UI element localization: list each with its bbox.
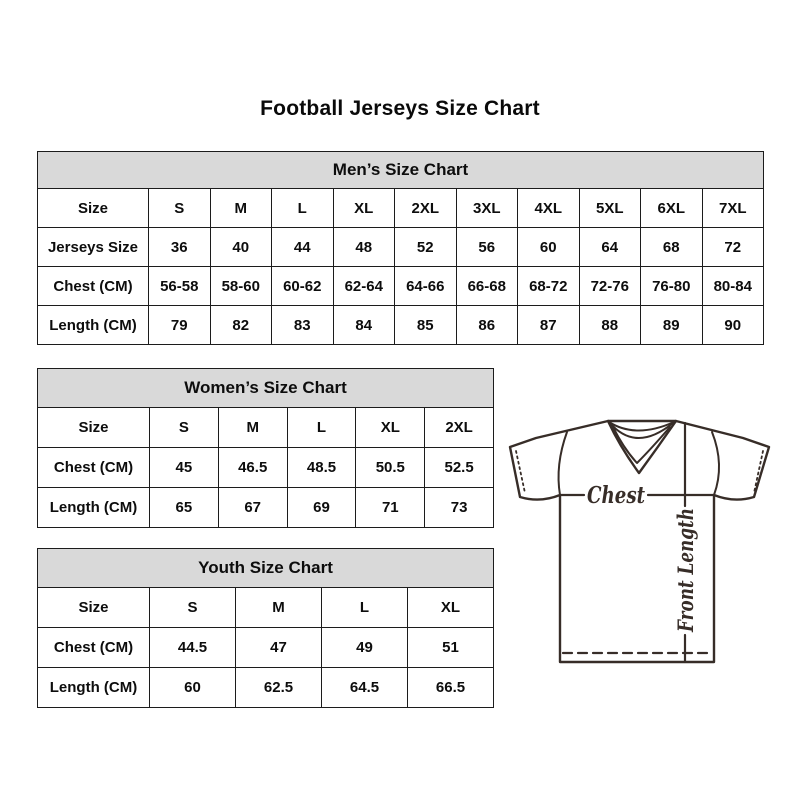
mens-cell-value: 62-64 <box>333 267 395 306</box>
youth-cell-value: 64.5 <box>322 668 408 708</box>
youth-row-label: Chest (CM) <box>38 628 150 668</box>
womens-table-row <box>38 488 494 528</box>
youth-cell-value: 62.5 <box>236 668 322 708</box>
jersey-illustration <box>505 405 775 675</box>
mens-size-table <box>37 151 764 345</box>
womens-table-title: Women’s Size Chart <box>38 369 494 408</box>
mens-cell-value: 68 <box>641 228 703 267</box>
youth-cell-value: 60 <box>150 668 236 708</box>
womens-table-title-row <box>38 369 494 408</box>
mens-cell-value: 56-58 <box>149 267 211 306</box>
mens-corner-header: Size <box>38 189 149 228</box>
mens-size-column-header: XL <box>333 189 395 228</box>
jersey-outline <box>510 421 769 662</box>
youth-table-row <box>38 628 494 668</box>
jersey-diagram <box>505 405 775 675</box>
mens-size-column-header: 3XL <box>456 189 518 228</box>
womens-cell-value: 67 <box>218 488 287 528</box>
mens-cell-value: 85 <box>395 306 457 345</box>
mens-cell-value: 56 <box>456 228 518 267</box>
womens-corner-header: Size <box>38 408 150 448</box>
mens-table-title: Men’s Size Chart <box>38 152 764 189</box>
womens-cell-value: 48.5 <box>287 448 356 488</box>
youth-table-row <box>38 668 494 708</box>
mens-row-label: Jerseys Size <box>38 228 149 267</box>
mens-table-row <box>38 267 764 306</box>
womens-cell-value: 65 <box>150 488 219 528</box>
mens-cell-value: 89 <box>641 306 703 345</box>
mens-row-label: Length (CM) <box>38 306 149 345</box>
mens-cell-value: 84 <box>333 306 395 345</box>
mens-cell-value: 82 <box>210 306 272 345</box>
youth-cell-value: 51 <box>408 628 494 668</box>
page-title: Football Jerseys Size Chart <box>260 97 540 120</box>
mens-cell-value: 48 <box>333 228 395 267</box>
mens-table-title-row <box>38 152 764 189</box>
mens-size-column-header: 2XL <box>395 189 457 228</box>
mens-size-column-header: L <box>272 189 334 228</box>
mens-cell-value: 60 <box>518 228 580 267</box>
mens-cell-value: 36 <box>149 228 211 267</box>
mens-size-column-header: 7XL <box>702 189 764 228</box>
womens-size-column-header: 2XL <box>425 408 494 448</box>
youth-header-row <box>38 588 494 628</box>
chest-label: Chest <box>587 482 646 509</box>
mens-cell-value: 76-80 <box>641 267 703 306</box>
youth-table-title-row <box>38 549 494 588</box>
mens-cell-value: 88 <box>579 306 641 345</box>
mens-header-row <box>38 189 764 228</box>
mens-table-row <box>38 306 764 345</box>
womens-row-label: Chest (CM) <box>38 448 150 488</box>
mens-cell-value: 52 <box>395 228 457 267</box>
mens-table-row <box>38 228 764 267</box>
womens-row-label: Length (CM) <box>38 488 150 528</box>
mens-cell-value: 72-76 <box>579 267 641 306</box>
youth-cell-value: 44.5 <box>150 628 236 668</box>
womens-cell-value: 52.5 <box>425 448 494 488</box>
mens-cell-value: 86 <box>456 306 518 345</box>
womens-size-column-header: L <box>287 408 356 448</box>
mens-cell-value: 58-60 <box>210 267 272 306</box>
womens-cell-value: 50.5 <box>356 448 425 488</box>
mens-cell-value: 72 <box>702 228 764 267</box>
youth-cell-value: 66.5 <box>408 668 494 708</box>
mens-size-column-header: S <box>149 189 211 228</box>
womens-size-column-header: S <box>150 408 219 448</box>
youth-corner-header: Size <box>38 588 150 628</box>
womens-cell-value: 71 <box>356 488 425 528</box>
youth-cell-value: 49 <box>322 628 408 668</box>
youth-size-column-header: S <box>150 588 236 628</box>
mens-row-label: Chest (CM) <box>38 267 149 306</box>
youth-table-title: Youth Size Chart <box>38 549 494 588</box>
mens-cell-value: 83 <box>272 306 334 345</box>
youth-size-column-header: XL <box>408 588 494 628</box>
womens-size-column-header: XL <box>356 408 425 448</box>
mens-size-column-header: M <box>210 189 272 228</box>
womens-size-column-header: M <box>218 408 287 448</box>
mens-size-column-header: 5XL <box>579 189 641 228</box>
mens-size-column-header: 4XL <box>518 189 580 228</box>
youth-size-column-header: M <box>236 588 322 628</box>
youth-row-label: Length (CM) <box>38 668 150 708</box>
mens-cell-value: 80-84 <box>702 267 764 306</box>
mens-cell-value: 64-66 <box>395 267 457 306</box>
youth-size-column-header: L <box>322 588 408 628</box>
womens-cell-value: 46.5 <box>218 448 287 488</box>
mens-cell-value: 40 <box>210 228 272 267</box>
youth-cell-value: 47 <box>236 628 322 668</box>
mens-size-column-header: 6XL <box>641 189 703 228</box>
mens-cell-value: 79 <box>149 306 211 345</box>
mens-cell-value: 90 <box>702 306 764 345</box>
womens-cell-value: 73 <box>425 488 494 528</box>
womens-size-table <box>37 368 494 528</box>
mens-cell-value: 66-68 <box>456 267 518 306</box>
mens-cell-value: 60-62 <box>272 267 334 306</box>
mens-cell-value: 44 <box>272 228 334 267</box>
womens-cell-value: 69 <box>287 488 356 528</box>
mens-cell-value: 87 <box>518 306 580 345</box>
womens-cell-value: 45 <box>150 448 219 488</box>
womens-table-row <box>38 448 494 488</box>
front-length-label: Front Length <box>673 477 698 632</box>
youth-size-table <box>37 548 494 708</box>
mens-cell-value: 68-72 <box>518 267 580 306</box>
mens-cell-value: 64 <box>579 228 641 267</box>
womens-header-row <box>38 408 494 448</box>
